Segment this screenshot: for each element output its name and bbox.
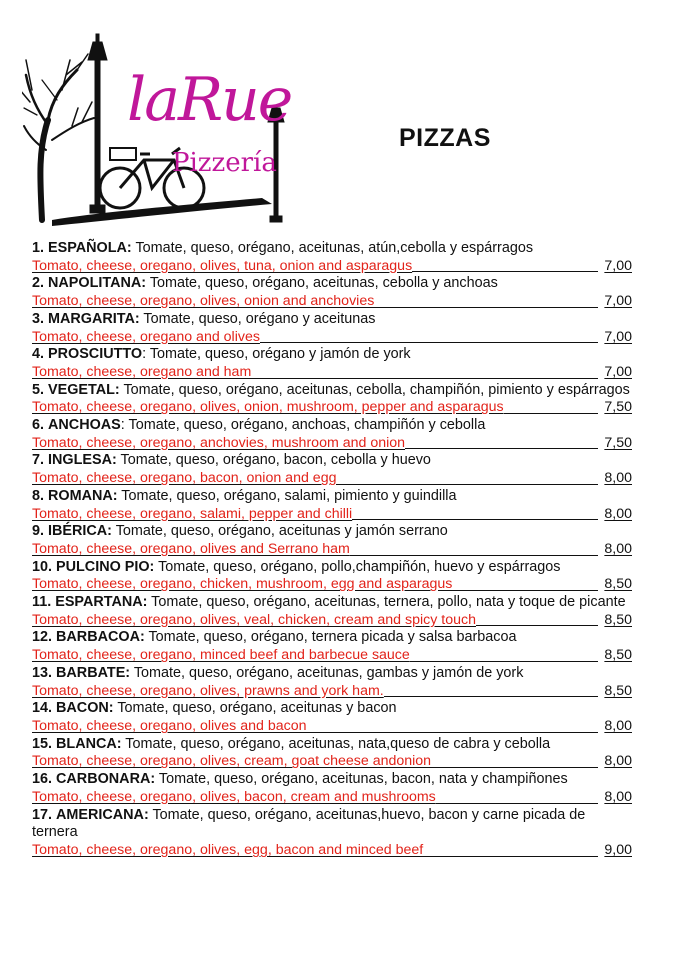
item-price: 7,00 [604, 363, 632, 380]
item-number: 14. [32, 700, 53, 717]
item-name: NAPOLITANA: [48, 275, 147, 292]
item-english-row [32, 842, 632, 860]
price-leader [336, 483, 598, 485]
menu-item [32, 240, 632, 275]
item-number: 8. [32, 487, 45, 504]
item-name: AMERICANA: [56, 806, 149, 823]
price-leader [412, 270, 598, 272]
item-name: CARBONARA: [56, 771, 156, 788]
price-leader [350, 554, 598, 556]
item-spanish-line [32, 665, 632, 683]
item-english: Tomato, cheese, oregano, chicken, mushroom, egg and asparagus [32, 576, 453, 593]
item-number: 13. [32, 664, 53, 681]
item-price: 8,00 [604, 717, 632, 734]
item-price: 7,00 [604, 328, 632, 345]
item-number: 4. [32, 346, 45, 363]
item-price: 8,00 [604, 505, 632, 522]
item-price: 8,50 [604, 576, 632, 593]
item-spanish-line [32, 311, 632, 329]
item-price: 8,50 [604, 647, 632, 664]
item-spanish-line [32, 700, 632, 718]
item-price: 7,00 [604, 257, 632, 274]
item-english-row [32, 647, 632, 665]
item-spanish-line [32, 417, 632, 435]
item-english: Tomato, cheese, oregano, bacon, onion and egg [32, 470, 337, 487]
item-name: BARBACOA: [56, 629, 145, 646]
item-description: Tomate, queso, orégano, pollo,champiñón, huevo y espárragos [154, 558, 561, 575]
item-spanish-line [32, 488, 632, 506]
item-spanish-line [32, 807, 632, 842]
menu-item [32, 452, 632, 487]
item-name: ESPAÑOLA: [48, 240, 132, 256]
item-number: 5. [32, 381, 45, 398]
item-description: Tomate, queso, orégano, aceitunas, atún,cebolla y espárragos [131, 240, 534, 256]
menu-item [32, 807, 632, 860]
item-spanish-line [32, 382, 632, 400]
item-english: Tomato, cheese, oregano and olives [32, 328, 260, 345]
price-leader [504, 412, 598, 414]
brand-name: laRue [127, 65, 292, 135]
price-leader [374, 306, 598, 308]
item-name: INGLESA: [48, 452, 117, 469]
item-spanish-line [32, 240, 632, 258]
item-description: Tomate, queso, orégano, aceitunas, ternera, pollo, nata y toque de picante [147, 594, 626, 611]
item-number: 12. [32, 629, 53, 646]
item-price: 9,00 [604, 841, 632, 858]
item-description: Tomate, queso, orégano, bacon, cebolla y huevo [116, 452, 431, 469]
price-leader [431, 766, 598, 768]
item-name: BACON: [56, 700, 114, 717]
menu-item [32, 665, 632, 700]
section-title: PIZZAS [399, 124, 491, 152]
item-english: Tomato, cheese, oregano, olives, veal, chicken, cream and spicy touch [32, 611, 476, 628]
item-description: : Tomate, queso, orégano y jamón de york [142, 346, 411, 363]
item-spanish-line [32, 452, 632, 470]
menu-item [32, 736, 632, 771]
menu-item [32, 275, 632, 310]
item-name: PROSCIUTTO [48, 346, 143, 363]
item-english-row [32, 612, 632, 630]
item-name: IBÉRICA: [48, 523, 112, 540]
item-english: Tomato, cheese, oregano, salami, pepper and chilli [32, 505, 353, 522]
item-number: 1. [32, 240, 45, 256]
price-leader [260, 341, 598, 343]
item-name: BARBATE: [56, 664, 131, 681]
item-english: Tomato, cheese, oregano and ham [32, 363, 252, 380]
item-description: Tomate, queso, orégano y aceitunas [139, 310, 376, 327]
price-leader [436, 802, 598, 804]
item-spanish-line [32, 346, 632, 364]
item-description: Tomate, queso, orégano, aceitunas, nata,queso de cabra y cebolla [121, 735, 551, 752]
item-english-row [32, 364, 632, 382]
item-english-row [32, 506, 632, 524]
logo [22, 30, 312, 230]
item-description: Tomate, queso, orégano, salami, pimiento y guindilla [117, 487, 457, 504]
item-description: : Tomate, queso, orégano, anchoas, champiñón y cebolla [120, 417, 486, 434]
item-number: 9. [32, 523, 45, 540]
item-price: 8,50 [604, 682, 632, 699]
item-english-row [32, 789, 632, 807]
item-number: 15. [32, 735, 53, 752]
item-description: Tomate, queso, orégano, aceitunas, cebolla y anchoas [146, 275, 498, 292]
menu-item [32, 559, 632, 594]
item-english-row [32, 470, 632, 488]
item-english-row [32, 329, 632, 347]
item-number: 10. [32, 558, 53, 575]
item-description: Tomate, queso, orégano, aceitunas y bacon [113, 700, 397, 717]
price-leader [452, 589, 598, 591]
menu-item [32, 700, 632, 735]
item-english: Tomato, cheese, oregano, minced beef and barbecue sauce [32, 647, 410, 664]
pizza-menu [32, 240, 632, 860]
price-leader [352, 518, 598, 520]
item-spanish-line [32, 736, 632, 754]
item-english: Tomato, cheese, oregano, olives, prawns and york ham. [32, 682, 384, 699]
item-english: Tomato, cheese, oregano, olives and Serrano ham [32, 540, 350, 557]
item-english-row [32, 753, 632, 771]
item-english-row [32, 293, 632, 311]
item-name: ROMANA: [48, 487, 118, 504]
menu-item [32, 417, 632, 452]
menu-item [32, 594, 632, 629]
item-name: MARGARITA: [48, 310, 140, 327]
menu-item [32, 771, 632, 806]
item-price: 8,00 [604, 470, 632, 487]
item-price: 7,50 [604, 399, 632, 416]
item-spanish-line [32, 559, 632, 577]
item-english: Tomato, cheese, oregano, olives and bacon [32, 717, 307, 734]
item-spanish-line [32, 594, 632, 612]
item-number: 6. [32, 417, 45, 434]
item-spanish-line [32, 629, 632, 647]
item-english: Tomato, cheese, oregano, anchovies, mushroom and onion [32, 434, 406, 451]
item-price: 8,00 [604, 540, 632, 557]
item-name: VEGETAL: [48, 381, 120, 398]
menu-item [32, 488, 632, 523]
item-price: 7,50 [604, 434, 632, 451]
item-number: 17. [32, 806, 53, 823]
item-description: Tomate, queso, orégano, aceitunas, gambas y jamón de york [130, 664, 524, 681]
item-spanish-line [32, 771, 632, 789]
item-price: 8,50 [604, 611, 632, 628]
item-english-row [32, 718, 632, 736]
price-leader [306, 731, 598, 733]
price-leader [251, 377, 598, 379]
item-number: 11. [32, 594, 52, 611]
item-description: Tomate, queso, orégano, aceitunas,huevo, bacon y carne picada de ternera [32, 806, 586, 841]
item-name: ANCHOAS [48, 417, 121, 434]
item-name: BLANCA: [56, 735, 122, 752]
item-spanish-line [32, 275, 632, 293]
item-description: Tomate, queso, orégano, aceitunas, cebolla, champiñón, pimiento y espárragos [119, 381, 630, 398]
price-leader [476, 624, 598, 626]
item-english: Tomato, cheese, oregano, olives, onion, mushroom, pepper and asparagus [32, 399, 504, 416]
item-english-row [32, 541, 632, 559]
price-leader [410, 660, 598, 662]
menu-item [32, 311, 632, 346]
item-english-row [32, 258, 632, 276]
item-english: Tomato, cheese, oregano, olives, cream, goat cheese andonion [32, 753, 432, 770]
menu-item [32, 523, 632, 558]
item-number: 7. [32, 452, 45, 469]
item-price: 8,00 [604, 788, 632, 805]
menu-item [32, 629, 632, 664]
item-english-row [32, 683, 632, 701]
item-description: Tomate, queso, orégano, aceitunas y jamón serrano [111, 523, 448, 540]
item-spanish-line [32, 523, 632, 541]
price-leader [423, 855, 598, 857]
item-name: ESPARTANA: [55, 594, 148, 611]
item-number: 16. [32, 771, 53, 788]
item-description: Tomate, queso, orégano, ternera picada y salsa barbacoa [144, 629, 517, 646]
item-number: 3. [32, 310, 45, 327]
brand-subtitle: Pizzería [172, 148, 277, 178]
item-english: Tomato, cheese, oregano, olives, tuna, onion and asparagus [32, 257, 413, 274]
item-english-row [32, 399, 632, 417]
item-english: Tomato, cheese, oregano, olives, onion and anchovies [32, 293, 375, 310]
item-description: Tomate, queso, orégano, aceitunas, bacon, nata y champiñones [155, 771, 568, 788]
item-name: PULCINO PIO: [56, 558, 155, 575]
item-number: 2. [32, 275, 45, 292]
item-price: 8,00 [604, 753, 632, 770]
item-english: Tomato, cheese, oregano, olives, bacon, cream and mushrooms [32, 788, 436, 805]
price-leader [405, 447, 598, 449]
menu-item [32, 382, 632, 417]
item-english-row [32, 435, 632, 453]
item-price: 7,00 [604, 293, 632, 310]
menu-item [32, 346, 632, 381]
item-english: Tomato, cheese, oregano, olives, egg, bacon and minced beef [32, 841, 424, 858]
item-english-row [32, 576, 632, 594]
price-leader [384, 695, 598, 697]
